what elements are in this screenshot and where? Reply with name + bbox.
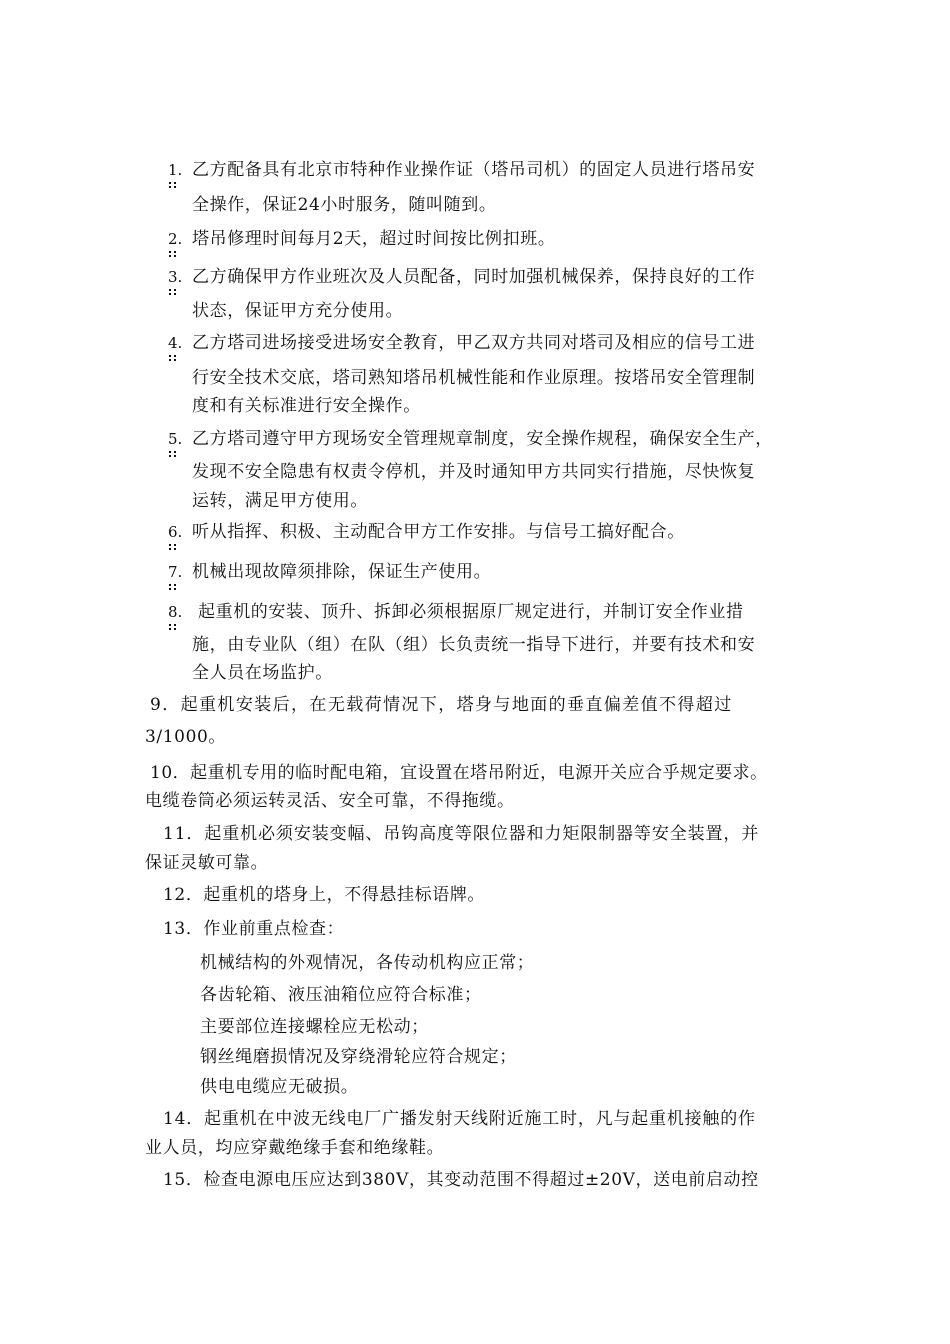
check-item: 供电电缆应无破损。: [200, 1077, 359, 1097]
item-text-line: 全操作，保证24小时服务，随叫随到。: [192, 195, 497, 215]
check-item: 主要部位连接螺栓应无松动；: [200, 1017, 429, 1037]
item-text-line: 塔吊修理时间每月2天，超过时间按比例扣班。: [192, 229, 556, 249]
item-number: 8.: [168, 600, 182, 624]
paragraph-line: 10．起重机专用的临时配电箱，宜设置在塔吊附近，电源开关应合乎规定要求。: [150, 763, 768, 783]
item-text-line: 听从指挥、积极、主动配合甲方工作安排。与信号工搞好配合。: [192, 522, 685, 542]
item-text-line: 起重机的安装、顶升、拆卸必须根据原厂规定进行，并制订安全作业措: [192, 602, 744, 622]
item-number: 6.: [168, 520, 182, 544]
paragraph-line: 电缆卷筒必须运转灵活、安全可靠，不得拖缆。: [145, 791, 515, 811]
paragraph-line: 14．起重机在中波无线电厂广播发射天线附近施工时，凡与起重机接触的作: [163, 1109, 756, 1129]
item-text-line: 行安全技术交底，塔司熟知塔吊机械性能和作业原理。按塔吊安全管理制: [192, 368, 756, 388]
item-number: 7.: [168, 560, 182, 584]
item-number: 5.: [168, 427, 182, 451]
paragraph-line: 业人员，均应穿戴绝缘手套和绝缘鞋。: [145, 1138, 445, 1158]
item-text-line: 乙方配备具有北京市特种作业操作证（塔吊司机）的固定人员进行塔吊安: [192, 160, 756, 180]
item-text-line: 乙方确保甲方作业班次及人员配备，同时加强机械保养，保持良好的工作: [192, 267, 756, 287]
item-text-line: 全人员在场监护。: [192, 663, 333, 683]
item-number: 3.: [168, 265, 182, 289]
paragraph-line: 13．作业前重点检查：: [163, 919, 345, 939]
item-text-line: 运转，满足甲方使用。: [192, 491, 368, 511]
paragraph-line: 12．起重机的塔身上，不得悬挂标语牌。: [163, 885, 486, 905]
item-number: 4.: [168, 331, 182, 355]
paragraph-line: 11．起重机必须安装变幅、吊钩高度等限位器和力矩限制器等安全装置，并: [163, 824, 760, 844]
item-text-line: 机械出现故障须排除，保证生产使用。: [192, 562, 492, 582]
item-text-line: 度和有关标准进行安全操作。: [192, 396, 421, 416]
item-text-line: 施，由专业队（组）在队（组）长负责统一指导下进行，并要有技术和安: [192, 635, 756, 655]
check-item: 各齿轮箱、液压油箱位应符合标准；: [200, 985, 482, 1005]
item-text-line: 乙方塔司进场接受进场安全教育，甲乙双方共同对塔司及相应的信号工进: [192, 333, 756, 353]
check-item: 机械结构的外观情况，各传动机构应正常；: [200, 953, 535, 973]
item-text-line: 状态，保证甲方充分使用。: [192, 301, 404, 321]
paragraph-line: 15．检查电源电压应达到380V，其变动范围不得超过±20V，送电前启动控: [163, 1170, 759, 1190]
paragraph-line: 3/1000。: [145, 727, 227, 747]
item-number: 2.: [168, 227, 182, 251]
item-text-line: 发现不安全隐患有权责令停机，并及时通知甲方共同实行措施，尽快恢复: [192, 462, 756, 482]
paragraph-line: 9．起重机安装后，在无载荷情况下，塔身与地面的垂直偏差值不得超过: [150, 695, 733, 715]
item-text-line: 乙方塔司遵守甲方现场安全管理规章制度，安全操作规程，确保安全生产，: [192, 429, 773, 449]
paragraph-line: 保证灵敏可靠。: [145, 853, 269, 873]
item-number: 1.: [168, 158, 182, 182]
check-item: 钢丝绳磨损情况及穿绕滑轮应符合规定；: [200, 1047, 517, 1067]
